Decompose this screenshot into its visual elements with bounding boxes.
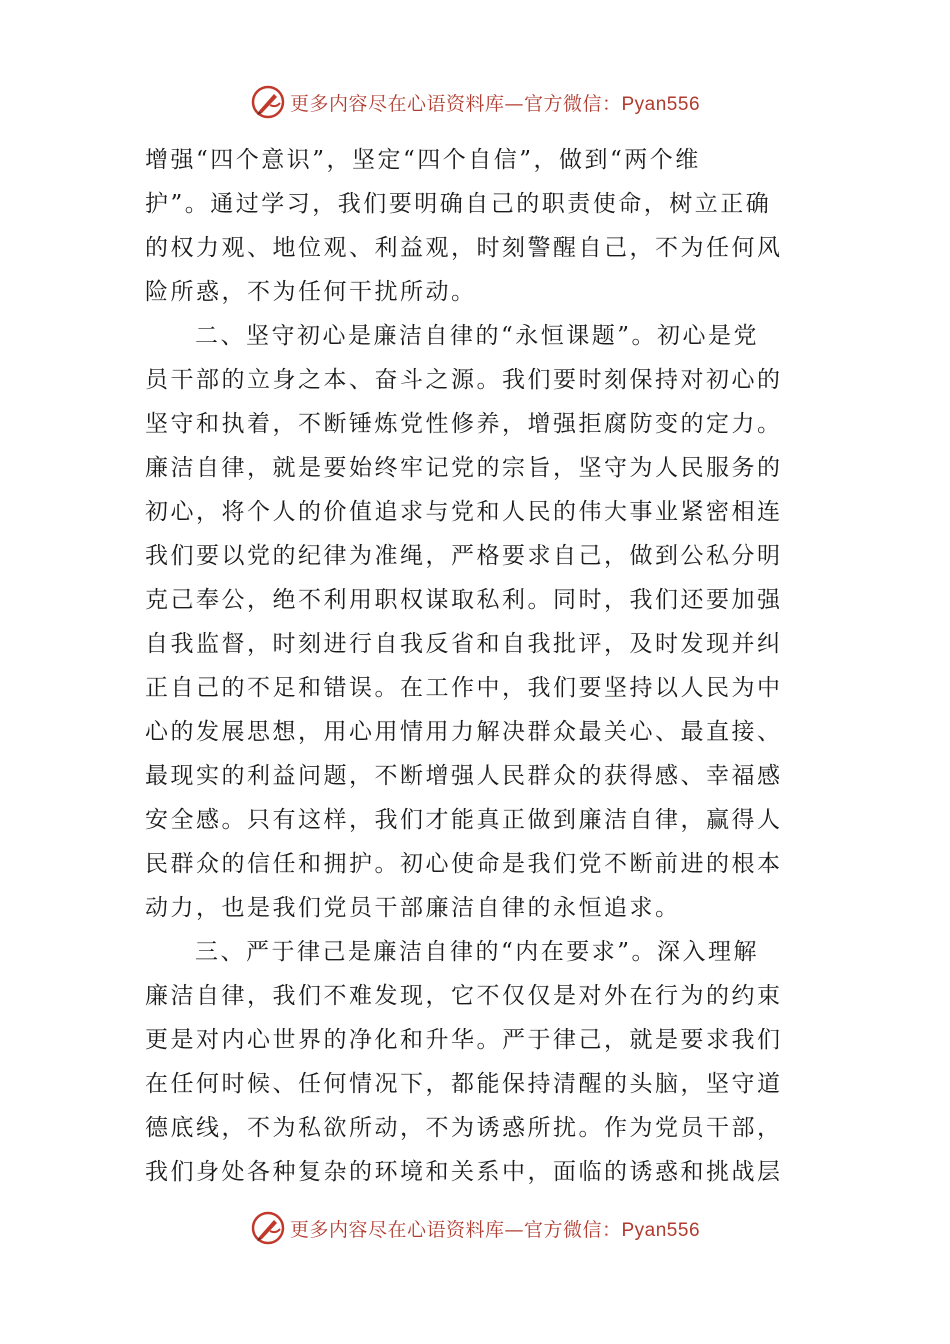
header-banner-text (290, 89, 700, 116)
footer-banner (0, 1208, 950, 1248)
body-line: 廉洁自律，我们不难发现，它不仅仅是对外在行为的约束 (145, 983, 783, 1009)
header-separator: — (504, 92, 524, 115)
body-line: 廉洁自律，就是要始终牢记党的宗旨，坚守为人民服务的 (145, 455, 783, 481)
body-line: 民群众的信任和拥护。初心使命是我们党不断前进的根本 (145, 851, 783, 877)
body-line: 在任何时候、任何情况下，都能保持清醒的头脑，坚守道 (145, 1071, 783, 1097)
document-body (145, 138, 807, 1194)
header-wechat-id: Pyan556 (621, 93, 701, 115)
body-line: 德底线，不为私欲所动，不为诱惑所扰。作为党员干部， (145, 1115, 783, 1141)
body-line: 我们要以党的纪律为准绳，严格要求自己，做到公私分明 (145, 543, 783, 569)
section-heading-line: 二、坚守初心是廉洁自律的“永恒课题”。初心是党 (195, 323, 760, 349)
header-brand: 更多内容尽在心语资料库 (289, 92, 505, 115)
body-line: 我们身处各种复杂的环境和关系中，面临的诱惑和挑战层 (145, 1159, 783, 1185)
section-heading-line: 三、严于律己是廉洁自律的“内在要求”。深入理解 (195, 939, 760, 965)
body-line: 自我监督，时刻进行自我反省和自我批评，及时发现并纠 (145, 631, 783, 657)
body-line: 险所惑，不为任何干扰所动。 (145, 279, 477, 305)
footer-brand: 更多内容尽在心语资料库 (289, 1218, 505, 1241)
body-line: 最现实的利益问题，不断增强人民群众的获得感、幸福感 (145, 763, 783, 789)
footer-wechat-id: Pyan556 (621, 1219, 701, 1241)
pen-logo-icon (250, 84, 286, 120)
body-line: 员干部的立身之本、奋斗之源。我们要时刻保持对初心的 (145, 367, 783, 393)
header-wechat-label: 官方微信： (523, 92, 622, 115)
footer-banner-text (290, 1215, 700, 1242)
footer-wechat-label: 官方微信： (523, 1218, 622, 1241)
body-line: 克己奉公，绝不利用职权谋取私利。同时，我们还要加强 (145, 587, 783, 613)
body-line: 护”。通过学习，我们要明确自己的职责使命，树立正确 (145, 191, 772, 217)
body-line: 坚守和执着，不断锤炼党性修养，增强拒腐防变的定力。 (145, 411, 783, 437)
body-line: 的权力观、地位观、利益观，时刻警醒自己，不为任何风 (145, 235, 783, 261)
body-line: 正自己的不足和错误。在工作中，我们要坚持以人民为中 (145, 675, 783, 701)
body-line: 初心，将个人的价值追求与党和人民的伟大事业紧密相连 (145, 499, 783, 525)
body-line: 安全感。只有这样，我们才能真正做到廉洁自律，赢得人 (145, 807, 783, 833)
footer-separator: — (504, 1218, 524, 1241)
body-line: 增强“四个意识”，坚定“四个自信”，做到“两个维 (145, 147, 701, 173)
header-banner (0, 82, 950, 122)
body-line: 心的发展思想，用心用情用力解决群众最关心、最直接、 (145, 719, 783, 745)
pen-logo-icon (250, 1210, 286, 1246)
body-line: 更是对内心世界的净化和升华。严于律己，就是要求我们 (145, 1027, 783, 1053)
body-line: 动力，也是我们党员干部廉洁自律的永恒追求。 (145, 895, 681, 921)
